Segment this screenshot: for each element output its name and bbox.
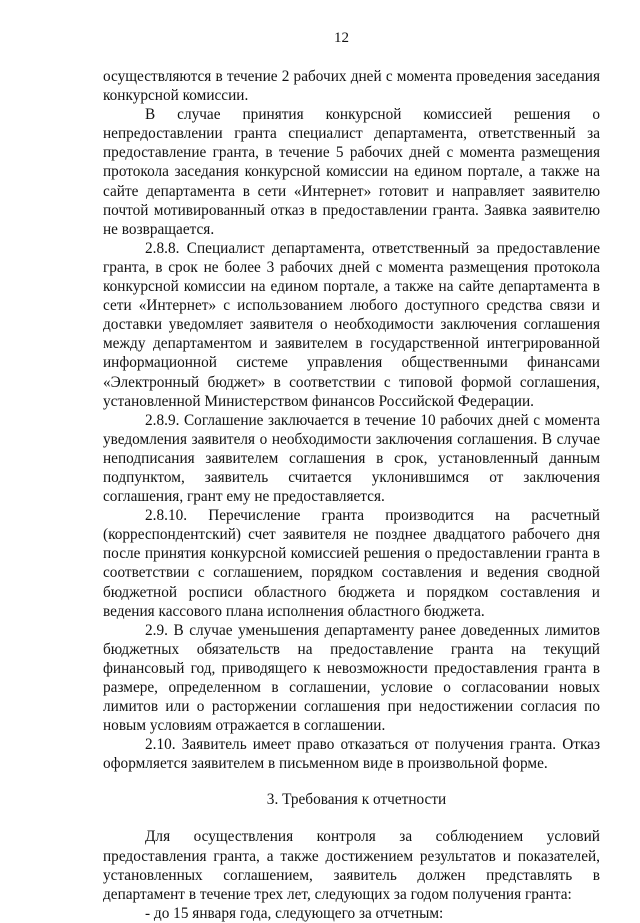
paragraph-2-8-8: 2.8.8. Специалист департамента, ответственный за предоставление гранта, в срок не более 3 рабочих дней с момента размещения протокола конкурсной комиссии на едином портале, а также на сайте департамента в сети «Интернет» с использованием любого доступного средства связи и доставки уведомляет заявителя о необходимости заключения соглашения между департаментом и заявителем в государственной интегрированной информационной системе управления общественными финансами «Электронный бюджет» в соответствии с типовой формой соглашения, установленной Министерством финансов Российской Федерации.	[103, 239, 600, 410]
paragraph-2-8-9: 2.8.9. Соглашение заключается в течение 10 рабочих дней с момента уведомления заявителя о необходимости заключения соглашения. В случае неподписания заявителем соглашения в срок, установленный данным подпунктом, заявитель считается уклонившимся от заключения соглашения, грант ему не предоставляется.	[103, 411, 600, 506]
paragraph-refusal: В случае принятия конкурсной комиссией решения о непредоставлении гранта специалист департамента, ответственный за предоставление гранта, в течение 5 рабочих дней с момента размещения протокола заседания конкурсной комиссии на едином портале, а также на сайте департамента в сети «Интернет» готовит и направляет заявителю почтой мотивированный отказ в предоставлении гранта. Заявка заявителю не возвращается.	[103, 106, 600, 238]
page-number: 12	[334, 30, 349, 46]
paragraph-continuation: осуществляются в течение 2 рабочих дней с момента проведения заседания конкурсной комиссии.	[103, 68, 600, 105]
paragraph-reporting-item: - до 15 января года, следующего за отчетным:	[145, 904, 444, 922]
paragraph-reporting-intro: Для осуществления контроля за соблюдением условий предоставления гранта, а также достижением результатов и показателей, установленных соглашением, заявитель должен представлять в департамент в течение трех лет, следующих за годом получения гранта:	[103, 828, 600, 903]
paragraph-2-9: 2.9. В случае уменьшения департаменту ранее доведенных лимитов бюджетных обязательств на предоставление гранта на текущий финансовый год, приводящего к невозможности предоставления гранта в размере, определенном в соглашении, условие о согласовании новых лимитов или о расторжении соглашения при недостижении согласия по новым условиям отражается в соглашении.	[103, 621, 600, 735]
paragraph-2-8-10: 2.8.10. Перечисление гранта производится на расчетный (корреспондентский) счет заявителя не позднее двадцатого рабочего дня после принятия конкурсной комиссией решения о предоставлении гранта в соответствии с соглашением, порядком составления и ведения сводной бюджетной росписи областного бюджета и порядком составления и ведения кассового плана исполнения областного бюджета.	[103, 507, 600, 620]
section-heading: 3. Требования к отчетности	[266, 791, 447, 809]
paragraph-2-10: 2.10. Заявитель имеет право отказаться от получения гранта. Отказ оформляется заявителем в письменном виде в произвольной форме.	[103, 736, 600, 773]
